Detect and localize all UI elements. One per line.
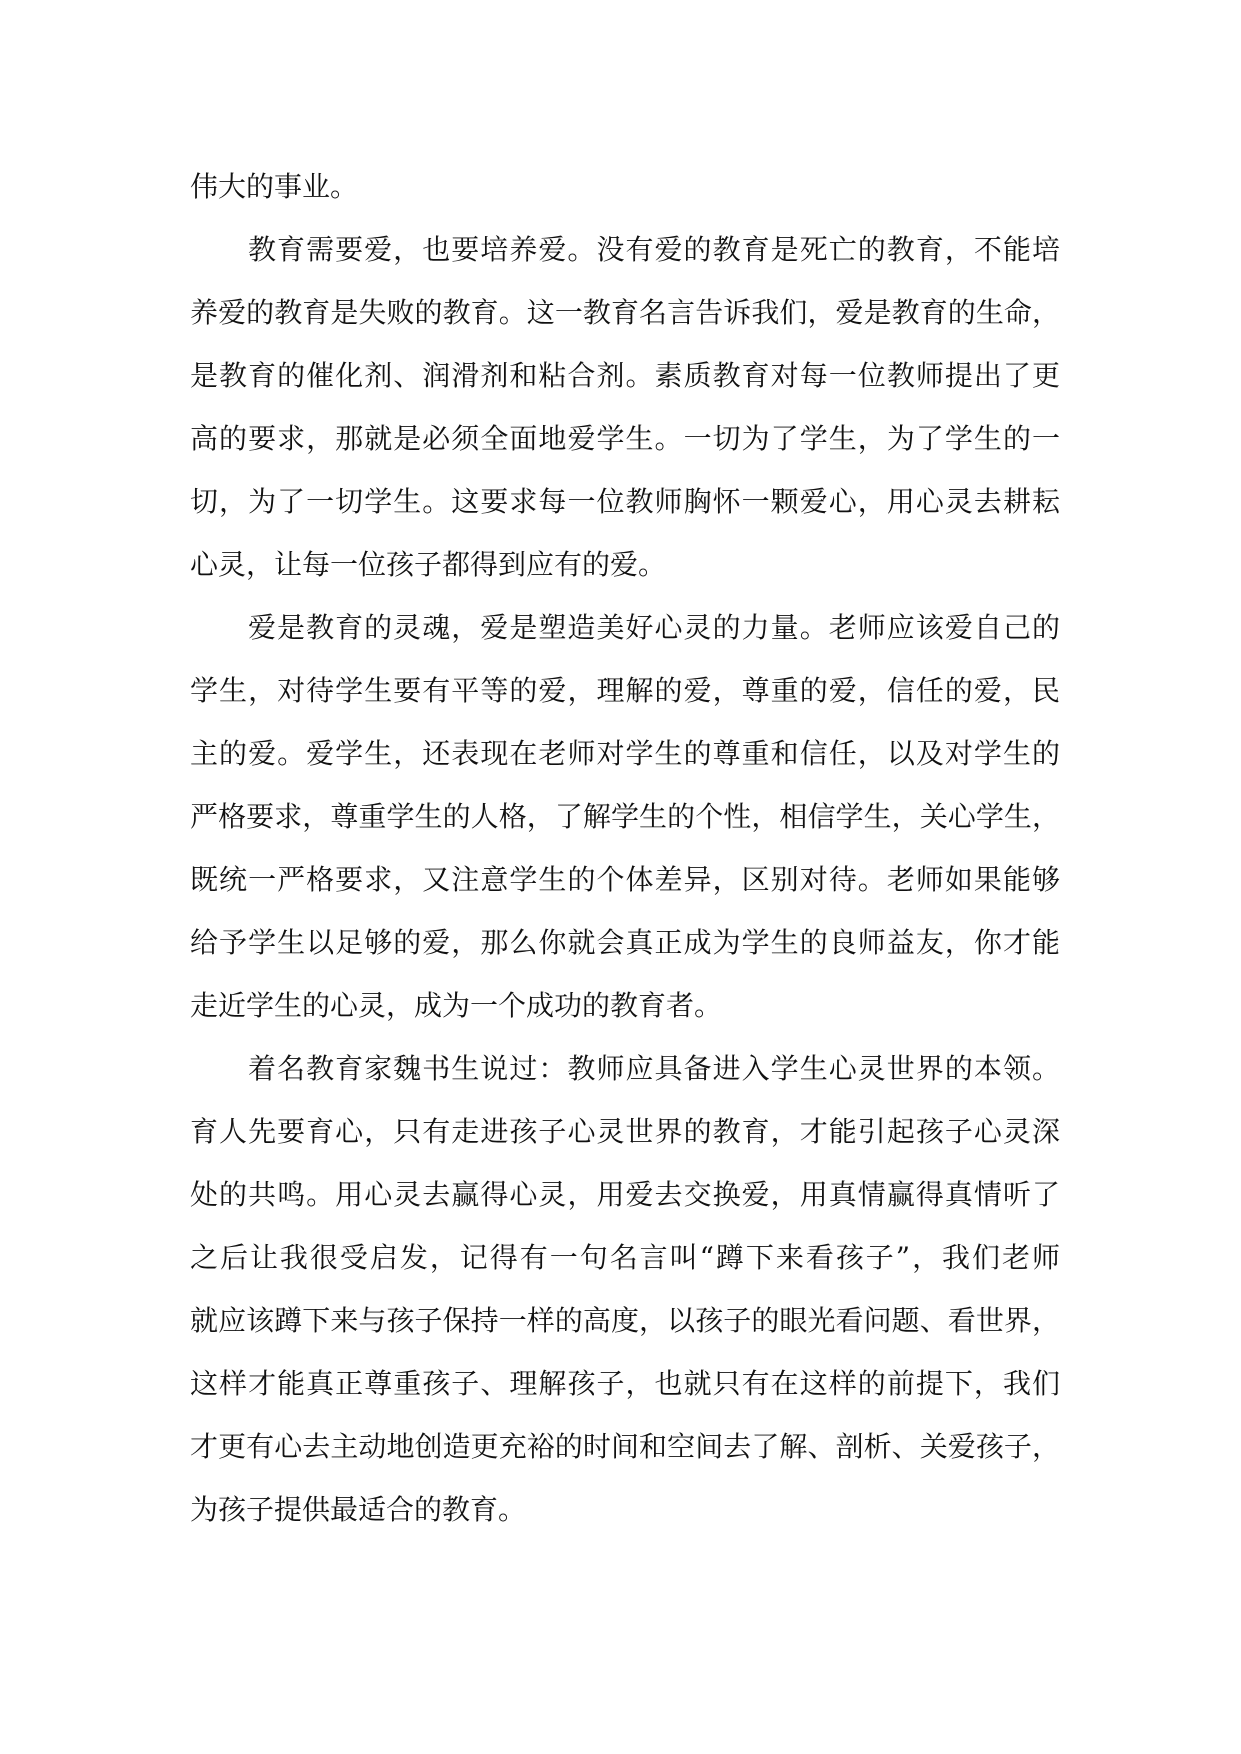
text-line: 着名教育家魏书生说过：教师应具备进入学生心灵世界的本领。 bbox=[248, 1052, 1060, 1085]
text-line: 走近学生的心灵，成为一个成功的教育者。 bbox=[190, 989, 723, 1022]
text-line: 处的共鸣。用心灵去赢得心灵，用爱去交换爱，用真情赢得真情听了 bbox=[190, 1178, 1060, 1211]
text-line: 给予学生以足够的爱，那么你就会真正成为学生的良师益友，你才能 bbox=[190, 926, 1060, 959]
text-line: 爱是教育的灵魂，爱是塑造美好心灵的力量。老师应该爱自己的 bbox=[248, 611, 1060, 644]
text-line: 切，为了一切学生。这要求每一位教师胸怀一颗爱心，用心灵去耕耘 bbox=[190, 485, 1060, 518]
text-line: 就应该蹲下来与孩子保持一样的高度，以孩子的眼光看问题、看世界， bbox=[190, 1304, 1060, 1337]
document-body bbox=[190, 155, 1060, 1541]
text-line: 才更有心去主动地创造更充裕的时间和空间去了解、剖析、关爱孩子， bbox=[190, 1430, 1060, 1463]
text-line: 这样才能真正尊重孩子、理解孩子，也就只有在这样的前提下，我们 bbox=[190, 1367, 1060, 1400]
text-line: 之后让我很受启发，记得有一句名言叫“蹲下来看孩子”，我们老师 bbox=[190, 1241, 1060, 1274]
text-line: 是教育的催化剂、润滑剂和粘合剂。素质教育对每一位教师提出了更 bbox=[190, 359, 1060, 392]
text-line: 高的要求，那就是必须全面地爱学生。一切为了学生，为了学生的一 bbox=[190, 422, 1060, 455]
text-line: 伟大的事业。 bbox=[190, 170, 359, 203]
text-line: 育人先要育心，只有走进孩子心灵世界的教育，才能引起孩子心灵深 bbox=[190, 1115, 1060, 1148]
text-line: 心灵，让每一位孩子都得到应有的爱。 bbox=[190, 548, 667, 581]
text-line: 主的爱。爱学生，还表现在老师对学生的尊重和信任，以及对学生的 bbox=[190, 737, 1060, 770]
text-line: 严格要求，尊重学生的人格，了解学生的个性，相信学生，关心学生， bbox=[190, 800, 1060, 833]
text-line: 为孩子提供最适合的教育。 bbox=[190, 1493, 527, 1526]
text-line: 既统一严格要求，又注意学生的个体差异，区别对待。老师如果能够 bbox=[190, 863, 1060, 896]
text-line: 教育需要爱，也要培养爱。没有爱的教育是死亡的教育，不能培 bbox=[248, 233, 1060, 266]
text-line: 养爱的教育是失败的教育。这一教育名言告诉我们，爱是教育的生命， bbox=[190, 296, 1060, 329]
text-line: 学生，对待学生要有平等的爱，理解的爱，尊重的爱，信任的爱，民 bbox=[190, 674, 1060, 707]
